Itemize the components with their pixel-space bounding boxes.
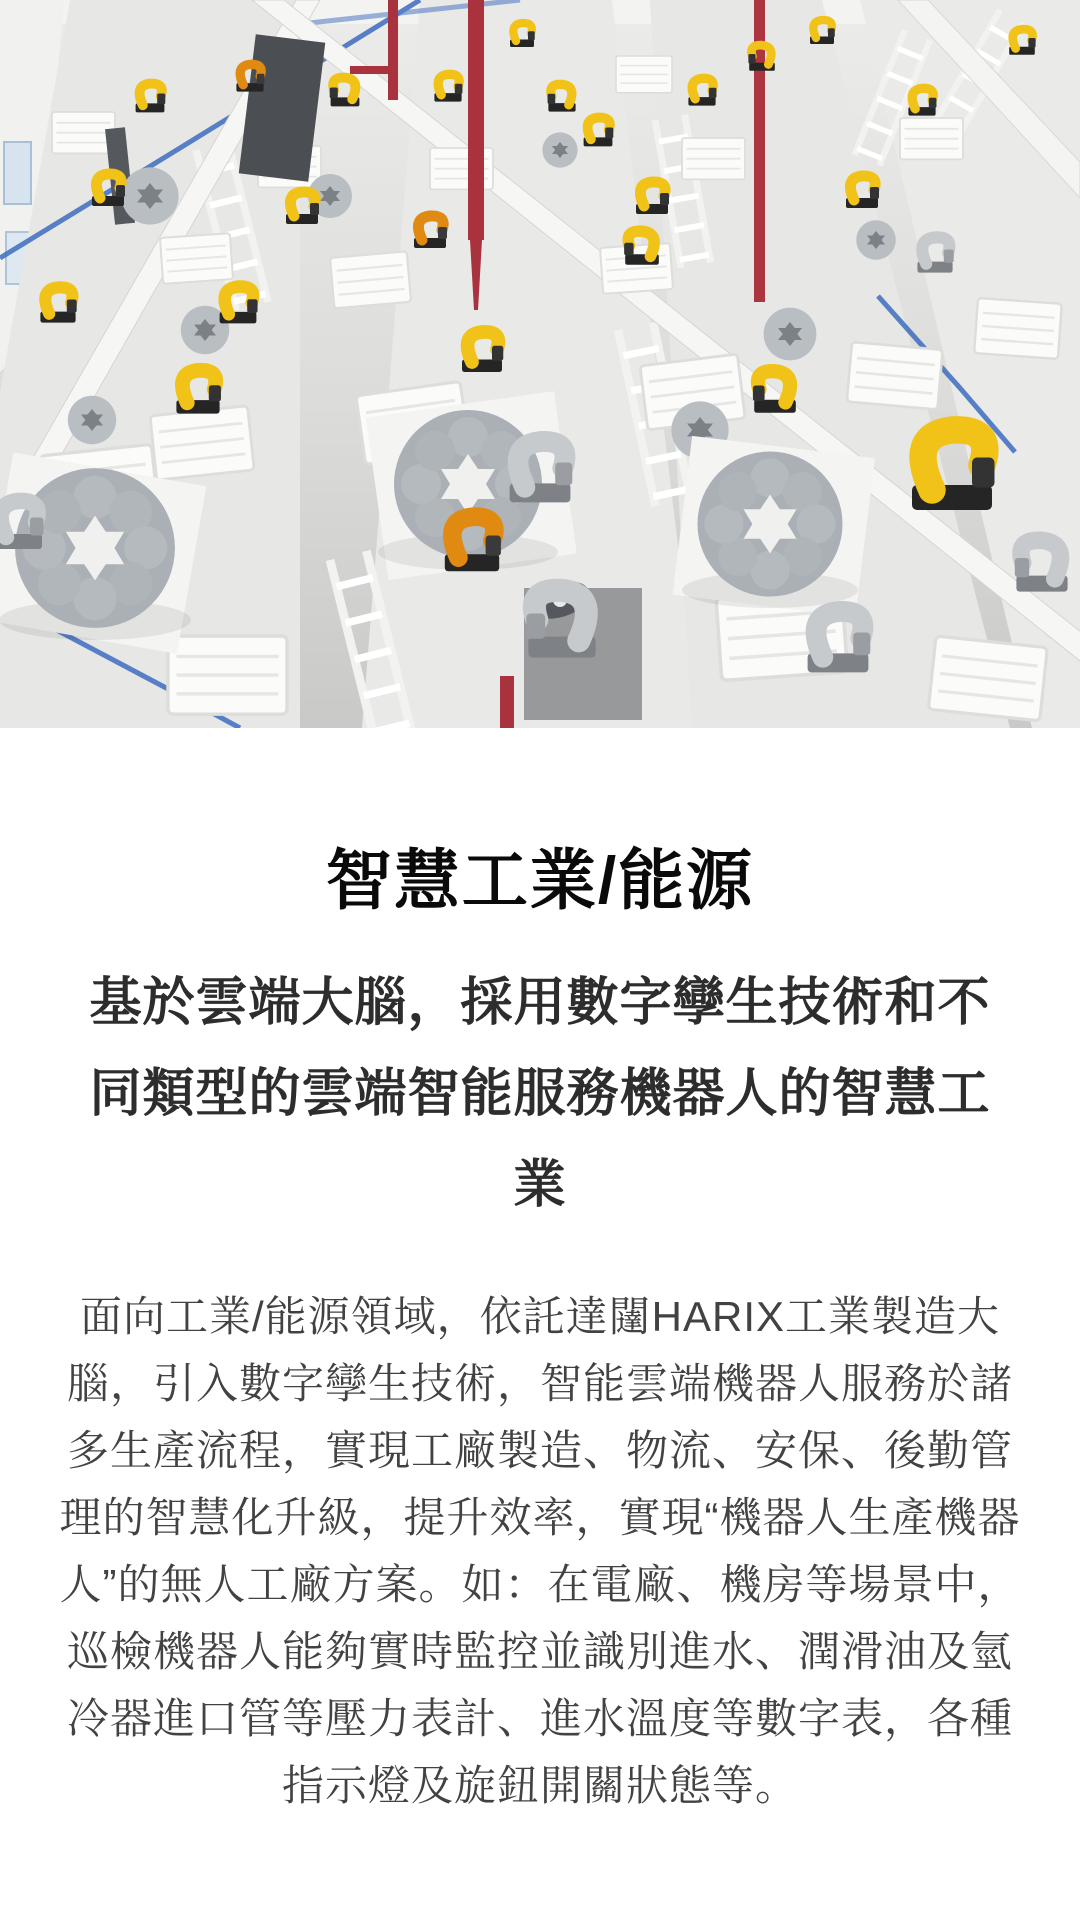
section-subtitle: 基於雲端大腦，採用數字孿生技術和不同類型的雲端智能服務機器人的智慧工業 bbox=[89, 974, 991, 1214]
section-body: 面向工業/能源領域，依託達闥HARIX工業製造大腦，引入數字孿生技術，智能雲端機器人服務於諸多生產流程，實現工廠製造、物流、安保、後勤管理的智慧化升級，提升效率，實現“機器人生產機器人”的無人工廠方案。如：在電廠、機房等場景中，巡檢機器人能夠實時監控並識別進水、潤滑油及氫冷器進口管等壓力表計、進水溫度等數字表，各種指示燈及旋鈕開關狀態等。 bbox=[59, 1293, 1021, 1809]
section-smart-industry bbox=[0, 840, 1080, 1819]
factory-illustration bbox=[0, 0, 1080, 728]
hero-factory-image bbox=[0, 0, 1080, 728]
section-title: 智慧工業/能源 bbox=[325, 843, 755, 917]
